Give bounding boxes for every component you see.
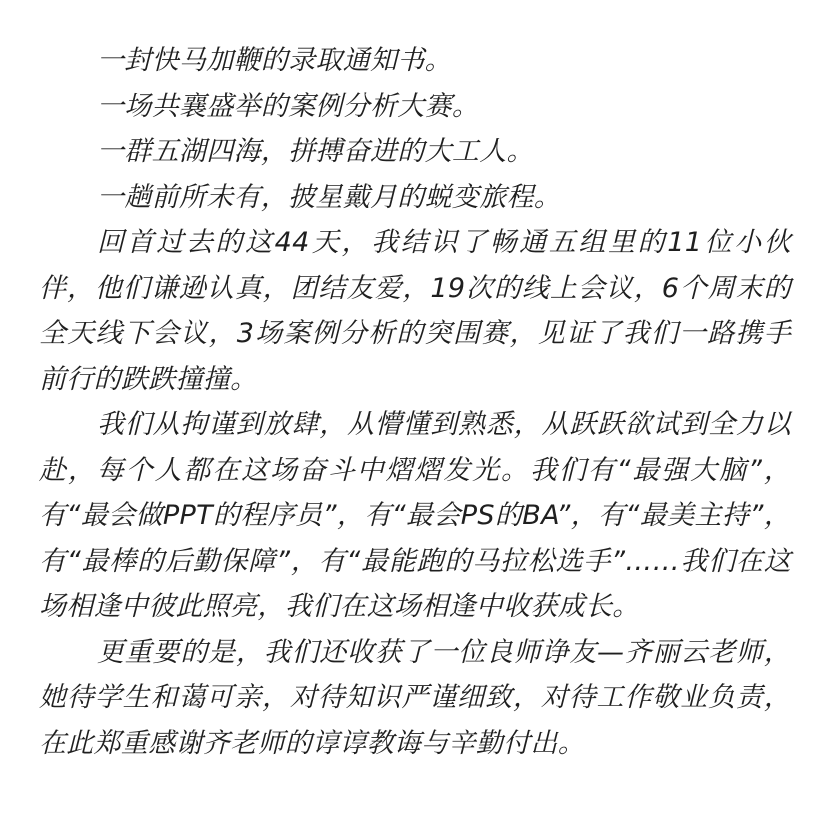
document-body xyxy=(39,38,791,766)
paragraph-teammates: 一群五湖四海，拼搏奋进的大工人。 xyxy=(97,136,534,167)
paragraph-teacher-thanks: 更重要的是，我们还收获了一位良师诤友—齐丽云老师，她待学生和蔼可亲，对待知识严谨细致，对待工作敬业负责，在此郑重感谢齐老师的谆谆教诲与辛勤付出。 xyxy=(39,636,791,759)
paragraph-growth: 我们从拘谨到放肆，从懵懂到熟悉，从跃跃欲试到全力以赴，每个人都在这场奋斗中熠熠发光。我们有“最强大脑”，有“最会做PPT的程序员”，有“最会PS的BA”，有“最美主持”，有“最棒的后勤保障”，有“最能跑的马拉松选手”……我们在这场相逢中彼此照亮，我们在这场相逢中收获成长。 xyxy=(39,409,791,622)
paragraph-case-competition: 一场共襄盛举的案例分析大赛。 xyxy=(97,90,480,122)
paragraph-44-days: 回首过去的这44天，我结识了畅通五组里的11位小伙伴，他们谦逊认真，团结友爱，19次的线上会议，6个周末的全天线下会议，3场案例分析的突围赛，见证了我们一路携手前行的跌跌撞撞。 xyxy=(39,227,791,395)
paragraph-journey: 一趟前所未有，披星戴月的蜕变旅程。 xyxy=(97,181,562,213)
paragraph-acceptance-letter: 一封快马加鞭的录取通知书。 xyxy=(97,45,452,76)
